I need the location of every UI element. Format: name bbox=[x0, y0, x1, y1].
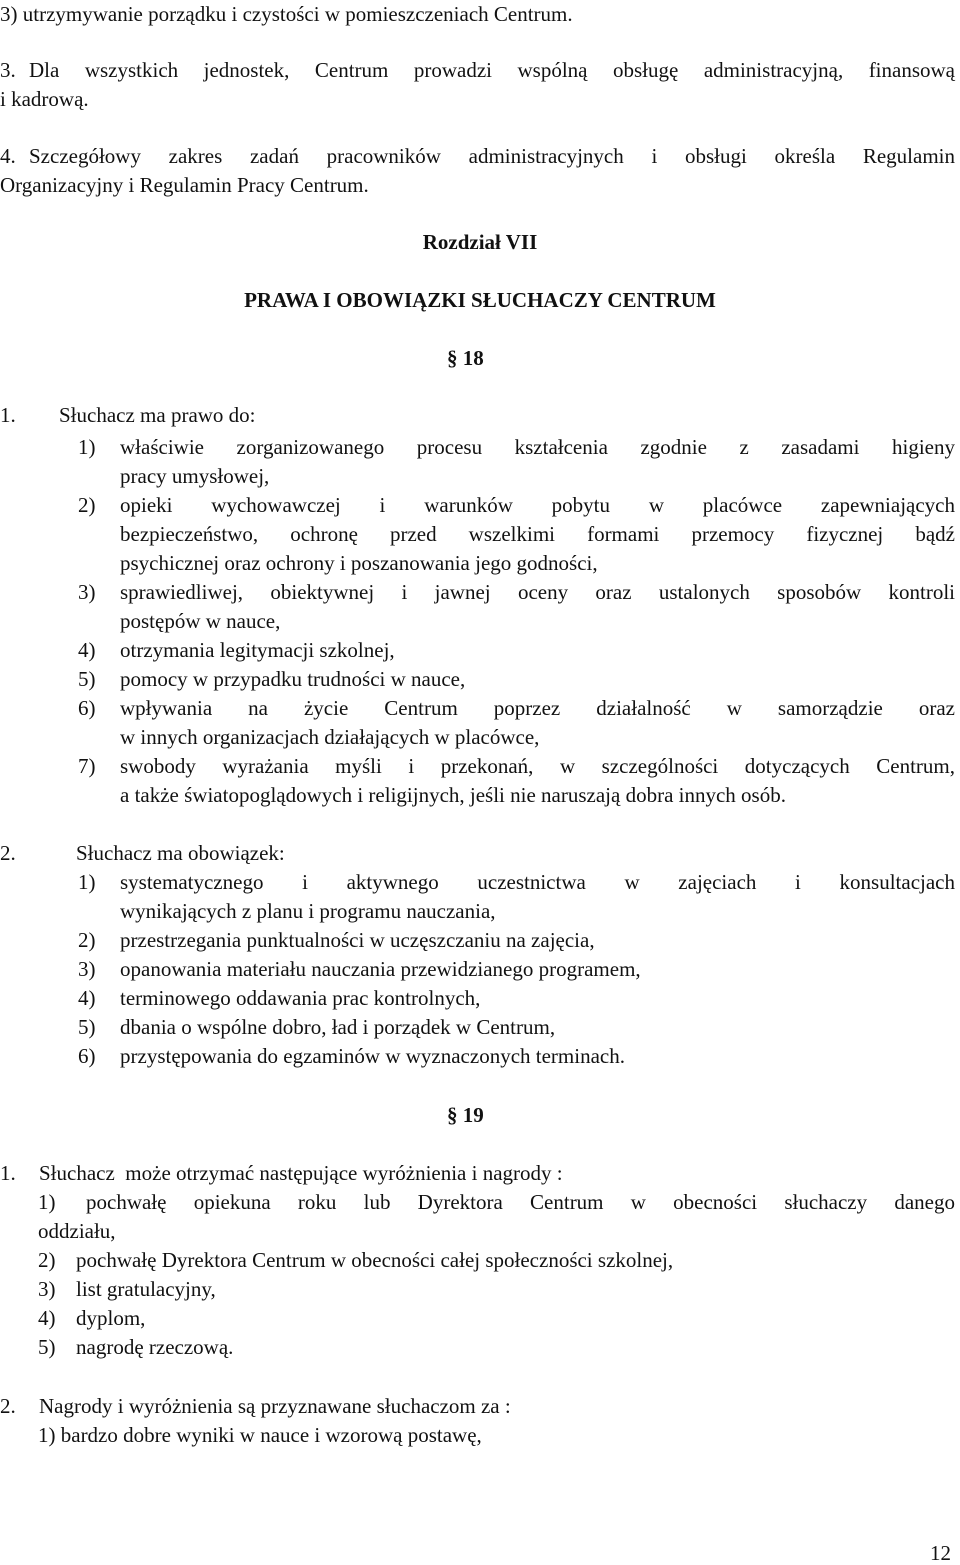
paragraph-number: 2. bbox=[0, 841, 16, 865]
list-item-number: 6) bbox=[78, 696, 96, 720]
paragraph-intro: Słuchacz może otrzymać następujące wyróżnienia i nagrody : bbox=[39, 1161, 563, 1185]
list-item-number: 5) bbox=[78, 667, 96, 691]
paragraph-intro: Słuchacz ma prawo do: bbox=[59, 403, 256, 427]
paragraph-text: i kadrową. bbox=[0, 87, 89, 111]
section-heading: § 18 bbox=[447, 346, 484, 370]
paragraph-intro: Słuchacz ma obowiązek: bbox=[76, 841, 285, 865]
list-item-text: nagrodę rzeczową. bbox=[76, 1335, 234, 1359]
paragraph-number: 2. bbox=[0, 1394, 16, 1418]
list-item-number: 2) bbox=[38, 1248, 56, 1272]
paragraph-number: 3. bbox=[0, 58, 16, 82]
section-heading: § 19 bbox=[447, 1103, 484, 1127]
list-item-number: 1) bbox=[78, 435, 96, 459]
list-item-text: systematycznego i aktywnego uczestnictwa w zajęciach i konsultacjach bbox=[120, 870, 955, 894]
list-item-number: 3) bbox=[78, 957, 96, 981]
list-item-text: właściwie zorganizowanego procesu kształcenia zgodnie z zasadami higieny bbox=[120, 435, 955, 459]
list-item-text: terminowego oddawania prac kontrolnych, bbox=[120, 986, 481, 1010]
page-number: 12 bbox=[930, 1541, 951, 1565]
list-item-text: pochwałę Dyrektora Centrum w obecności całej społeczności szkolnej, bbox=[76, 1248, 674, 1272]
list-item-text: list gratulacyjny, bbox=[76, 1277, 216, 1301]
list-item-number: 1) bbox=[78, 870, 96, 894]
list-item-text: opanowania materiału nauczania przewidzianego programem, bbox=[120, 957, 641, 981]
paragraph-text: Organizacyjny i Regulamin Pracy Centrum. bbox=[0, 173, 369, 197]
paragraph-number: 1. bbox=[0, 403, 16, 427]
list-item-text: otrzymania legitymacji szkolnej, bbox=[120, 638, 395, 662]
list-item-number: 5) bbox=[38, 1335, 56, 1359]
list-item-text: w innych organizacjach działających w placówce, bbox=[120, 725, 540, 749]
list-item-text: opieki wychowawczej i warunków pobytu w placówce zapewniających bbox=[120, 493, 955, 517]
list-item-text: dyplom, bbox=[76, 1306, 146, 1330]
paragraph-number: 1. bbox=[0, 1161, 16, 1185]
list-item-text: a także światopoglądowych i religijnych, jeśli nie naruszają dobra innych osób. bbox=[120, 783, 786, 807]
list-item-text: bezpieczeństwo, ochronę przed wszelkimi formami przemocy fizycznej bądź bbox=[120, 522, 955, 546]
list-item-text: pracy umysłowej, bbox=[120, 464, 270, 488]
list-item-number: 4) bbox=[78, 638, 96, 662]
list-item-text: 1) bardzo dobre wyniki w nauce i wzorową postawę, bbox=[38, 1423, 482, 1447]
list-item-text: wpływania na życie Centrum poprzez działalność w samorządzie oraz bbox=[120, 696, 955, 720]
list-item-text: psychicznej oraz ochrony i poszanowania jego godności, bbox=[120, 551, 598, 575]
list-item-text: sprawiedliwej, obiektywnej i jawnej oceny oraz ustalonych sposobów kontroli bbox=[120, 580, 955, 604]
list-item-text: przystępowania do egzaminów w wyznaczonych terminach. bbox=[120, 1044, 625, 1068]
list-item-number: 3) bbox=[38, 1277, 56, 1301]
list-item-text: wynikających z planu i programu nauczania, bbox=[120, 899, 496, 923]
list-item-number: 6) bbox=[78, 1044, 96, 1068]
list-item-number: 1) bbox=[38, 1190, 56, 1214]
paragraph-text: Szczegółowy zakres zadań pracowników administracyjnych i obsługi określa Regulamin bbox=[29, 144, 955, 168]
list-item-text: postępów w nauce, bbox=[120, 609, 281, 633]
list-item-number: 2) bbox=[78, 928, 96, 952]
list-item-text: pomocy w przypadku trudności w nauce, bbox=[120, 667, 466, 691]
list-item-text: 3) utrzymywanie porządku i czystości w pomieszczeniach Centrum. bbox=[0, 2, 573, 26]
list-item-text: oddziału, bbox=[38, 1219, 116, 1243]
paragraph-number: 4. bbox=[0, 144, 16, 168]
list-item-text: swobody wyrażania myśli i przekonań, w szczególności dotyczących Centrum, bbox=[120, 754, 955, 778]
chapter-subtitle: PRAWA I OBOWIĄZKI SŁUCHACZY CENTRUM bbox=[244, 288, 716, 312]
list-item-number: 4) bbox=[38, 1306, 56, 1330]
list-item-number: 4) bbox=[78, 986, 96, 1010]
list-item-number: 3) bbox=[78, 580, 96, 604]
list-item-number: 5) bbox=[78, 1015, 96, 1039]
list-item-text: pochwałę opiekuna roku lub Dyrektora Centrum w obecności słuchaczy danego bbox=[86, 1190, 955, 1214]
list-item-number: 2) bbox=[78, 493, 96, 517]
chapter-title: Rozdział VII bbox=[422, 230, 538, 254]
list-item-text: przestrzegania punktualności w uczęszczaniu na zajęcia, bbox=[120, 928, 595, 952]
list-item-text: dbania o wspólne dobro, ład i porządek w Centrum, bbox=[120, 1015, 556, 1039]
paragraph-intro: Nagrody i wyróżnienia są przyznawane słuchaczom za : bbox=[39, 1394, 511, 1418]
paragraph-text: Dla wszystkich jednostek, Centrum prowadzi wspólną obsługę administracyjną, finansową bbox=[29, 58, 955, 82]
list-item-number: 7) bbox=[78, 754, 96, 778]
